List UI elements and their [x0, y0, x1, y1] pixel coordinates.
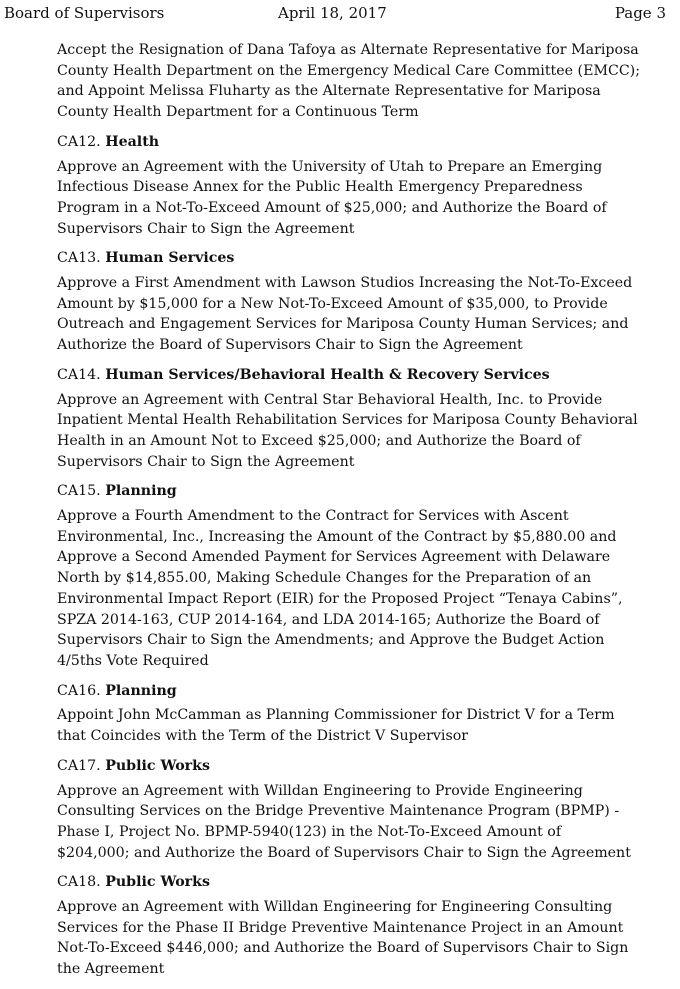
item-department: Public Works [105, 757, 210, 774]
description-line: Approve a Second Amended Payment for Services Agreement with Delaware [57, 549, 611, 566]
description-line: SPZA 2014-163, CUP 2014-164, and LDA 2014-165; Authorize the Board of [57, 611, 600, 628]
item-department: Human Services [105, 250, 235, 267]
description-line: Approve an Agreement with the University of Utah to Prepare an Emerging [57, 158, 603, 175]
agenda-item [57, 248, 665, 356]
description-line: Environmental, Inc., Increasing the Amount of the Contract by $5,880.00 and [57, 528, 617, 545]
agenda-item-heading [57, 756, 665, 777]
description-line: Inpatient Mental Health Rehabilitation Services for Mariposa County Behavioral [57, 412, 638, 429]
description-line: Authorize the Board of Supervisors Chair to Sign the Agreement [57, 337, 523, 354]
description-line: Health in an Amount Not to Exceed $25,000; and Authorize the Board of [57, 432, 581, 449]
description-line: Amount by $15,000 for a New Not-To-Exceed Amount of $35,000, to Provide [57, 295, 608, 312]
item-department: Human Services/Behavioral Health & Recovery Services [105, 366, 550, 383]
item-code: CA17. [57, 757, 101, 774]
agenda-item-heading [57, 681, 665, 702]
item-description [57, 781, 665, 864]
description-line: North by $14,855.00, Making Schedule Changes for the Preparation of an [57, 570, 592, 587]
agenda-item [57, 365, 665, 473]
description-line: Not-To-Exceed $446,000; and Authorize the Board of Supervisors Chair to Sign [57, 940, 629, 957]
description-line: 4/5ths Vote Required [57, 652, 209, 669]
description-line: Phase I, Project No. BPMP-5940(123) in the Not-To-Exceed Amount of [57, 823, 562, 840]
agenda-item [57, 756, 665, 864]
item-description [57, 897, 665, 980]
description-line: County Health Department for a Continuous Term [57, 104, 419, 121]
agenda-items [57, 132, 665, 980]
description-line: $204,000; and Authorize the Board of Supervisors Chair to Sign the Agreement [57, 844, 631, 861]
description-line: Accept the Resignation of Dana Tafoya as Alternate Representative for Mariposa [57, 42, 639, 58]
agenda-item [57, 132, 665, 240]
item-code: CA18. [57, 874, 101, 891]
description-line: Approve an Agreement with Central Star Behavioral Health, Inc. to Provide [57, 391, 603, 408]
description-line: Infectious Disease Annex for the Public Health Emergency Preparedness [57, 179, 583, 196]
item-code: CA15. [57, 483, 101, 500]
header-date: April 18, 2017 [278, 4, 387, 22]
item-description [57, 705, 665, 746]
description-line: Outreach and Engagement Services for Mariposa County Human Services; and [57, 316, 629, 333]
header-page-number: Page 3 [614, 4, 666, 22]
item-department: Health [105, 133, 160, 150]
agenda-item [57, 481, 665, 671]
item-code: CA16. [57, 682, 101, 699]
item-description [57, 157, 665, 240]
description-line: Consulting Services on the Bridge Preventive Maintenance Program (BPMP) - [57, 803, 620, 820]
item-code: CA12. [57, 133, 101, 150]
description-line: that Coincides with the Term of the District V Supervisor [57, 728, 469, 745]
description-line: Appoint John McCamman as Planning Commissioner for District V for a Term [57, 707, 615, 724]
item-department: Planning [105, 682, 177, 699]
agenda-item-heading [57, 365, 665, 386]
agenda-item-heading [57, 872, 665, 893]
description-line: and Appoint Melissa Fluharty as the Alternate Representative for Mariposa [57, 83, 601, 100]
header-board-name: Board of Supervisors [4, 4, 165, 22]
item-description [57, 506, 665, 672]
agenda-item-heading [57, 132, 665, 153]
item-description [57, 390, 665, 473]
item-department: Planning [105, 483, 177, 500]
item-code: CA13. [57, 250, 101, 267]
description-line: Supervisors Chair to Sign the Agreement [57, 453, 355, 470]
agenda-item-heading [57, 481, 665, 502]
agenda-content [57, 40, 665, 989]
description-line: Supervisors Chair to Sign the Amendments; and Approve the Budget Action [57, 632, 605, 649]
item-department: Public Works [105, 874, 210, 891]
description-line: Program in a Not-To-Exceed Amount of $25,000; and Authorize the Board of [57, 199, 607, 216]
description-line: Approve a Fourth Amendment to the Contract for Services with Ascent [57, 508, 569, 525]
agenda-item [57, 872, 665, 980]
description-line: Approve an Agreement with Willdan Engineering to Provide Engineering [57, 782, 583, 799]
agenda-item-heading [57, 248, 665, 269]
description-line: the Agreement [57, 961, 165, 978]
description-line: Services for the Phase II Bridge Preventive Maintenance Project in an Amount [57, 919, 624, 936]
description-line: Supervisors Chair to Sign the Agreement [57, 220, 355, 237]
item-description [57, 273, 665, 356]
item-code: CA14. [57, 366, 101, 383]
page-header [0, 3, 680, 23]
description-line: Approve an Agreement with Willdan Engineering for Engineering Consulting [57, 899, 613, 916]
agenda-item [57, 681, 665, 747]
description-line: Approve a First Amendment with Lawson Studios Increasing the Not-To-Exceed [57, 275, 633, 292]
description-line: County Health Department on the Emergency Medical Care Committee (EMCC); [57, 62, 640, 79]
intro-description [57, 40, 665, 123]
description-line: Environmental Impact Report (EIR) for the Proposed Project “Tenaya Cabins”, [57, 590, 623, 607]
